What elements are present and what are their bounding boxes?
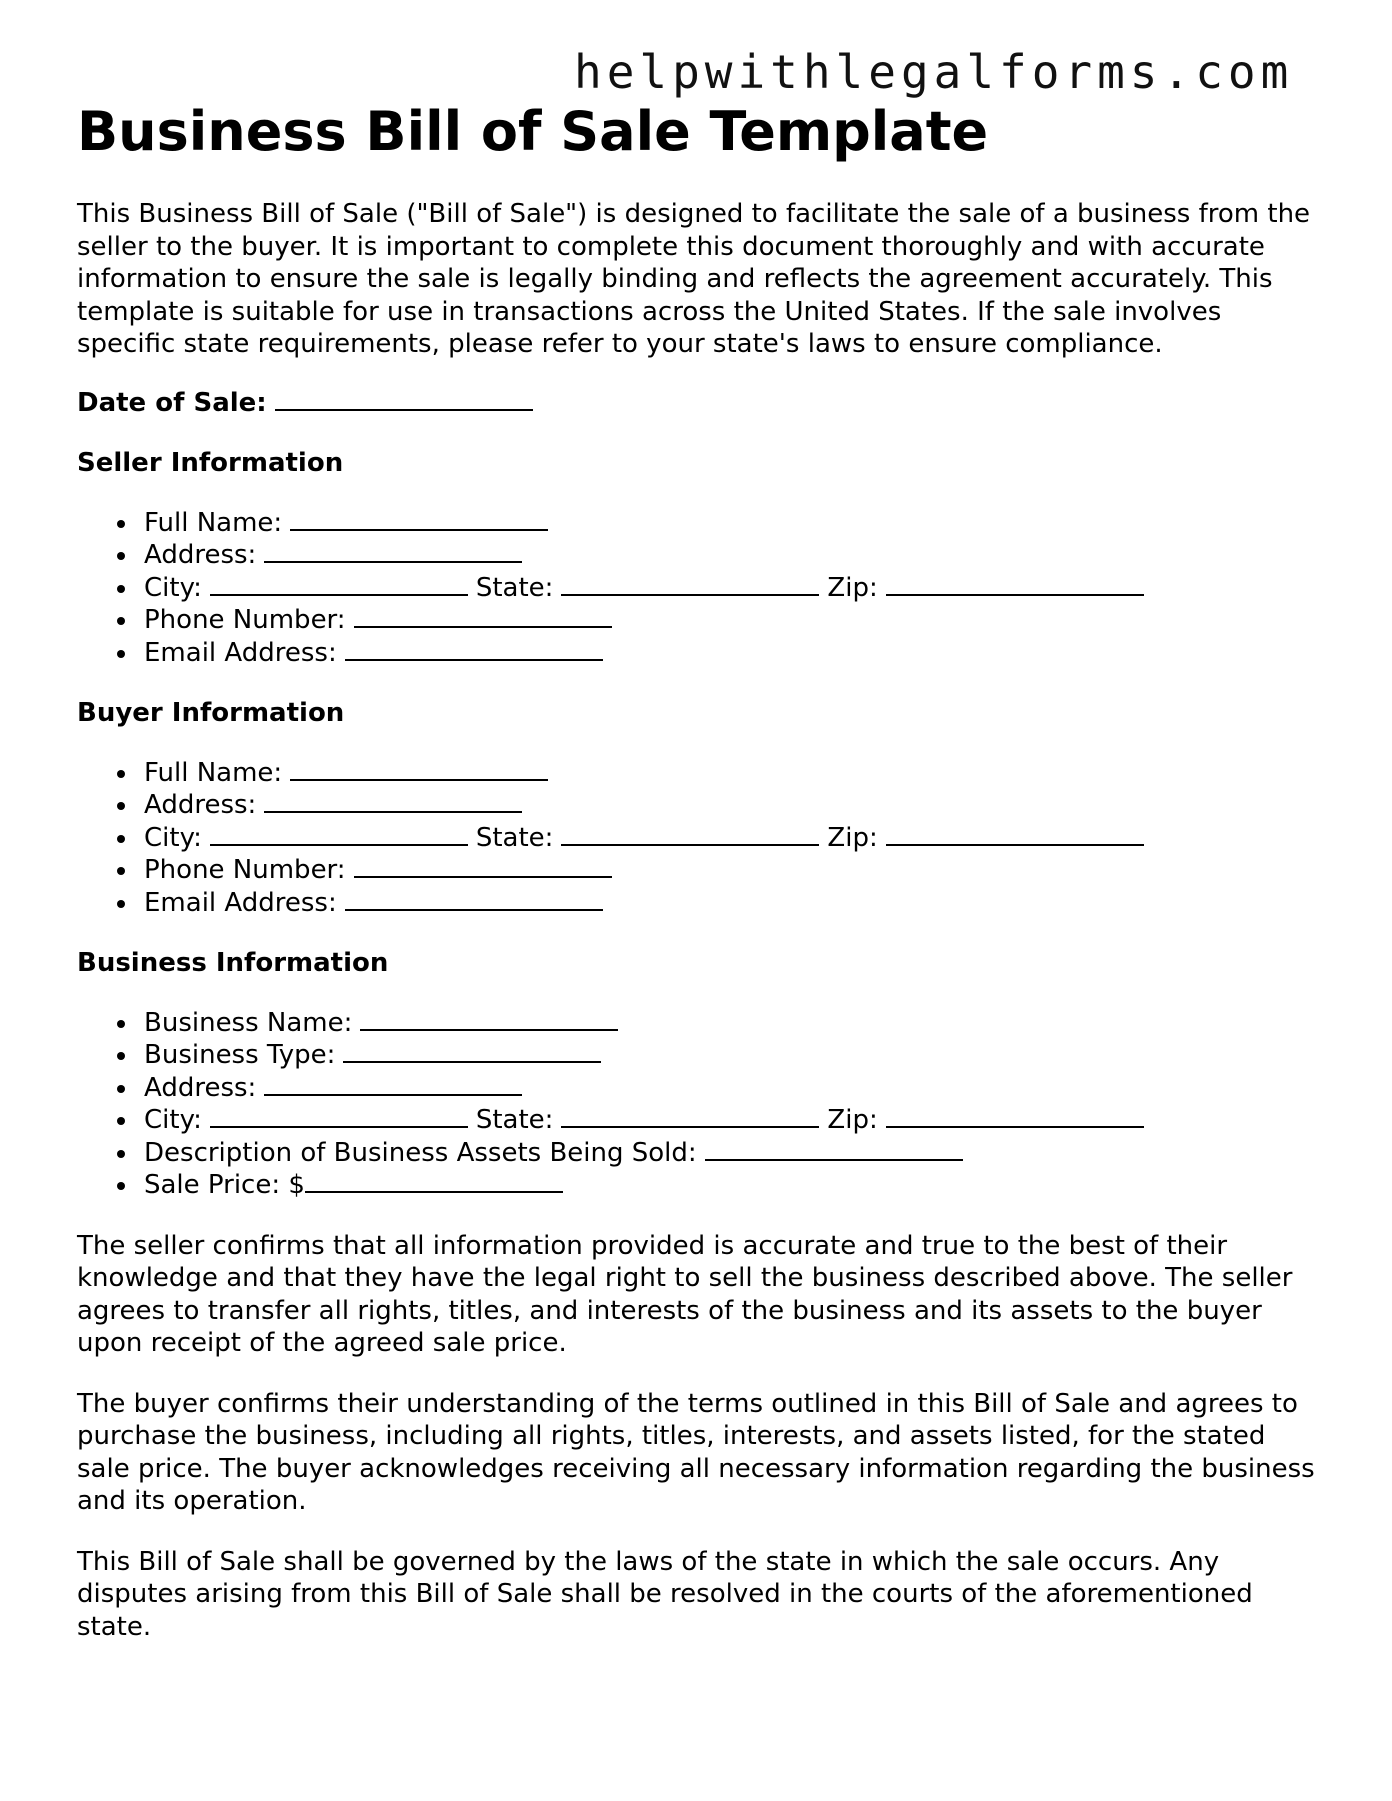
buyer-confirmation-paragraph: The buyer confirms their understanding of the terms outlined in this Bill of Sale and agrees to purchase the business, including all rights, titles, interests, and assets listed, for the stated sale price. The buyer acknowledges receiving all necessary information regarding the business and its operation.	[77, 1388, 1315, 1516]
intro-paragraph: This Business Bill of Sale ("Bill of Sale") is designed to facilitate the sale of a business from the seller to the buyer. It is important to complete this document thoroughly and with accurate information to ensure the sale is legally binding and reflects the agreement accurately. This template is suitable for use in transactions across the United States. If the sale involves specific state requirements, please refer to your state's laws to ensure compliance.	[77, 199, 1311, 359]
seller-address-field[interactable]	[264, 539, 522, 563]
buyer-full-name-label: Full Name:	[144, 757, 283, 788]
business-assets-item	[144, 1137, 1317, 1170]
business-assets-label: Description of Business Assets Being Sold:	[144, 1137, 697, 1168]
seller-address-item	[144, 539, 1317, 572]
buyer-zip-label: Zip:	[827, 822, 878, 853]
date-of-sale-line	[77, 387, 1317, 420]
seller-heading: Seller Information	[77, 448, 344, 478]
seller-phone-field[interactable]	[354, 604, 612, 628]
business-type-field[interactable]	[343, 1039, 601, 1063]
business-address-label: Address:	[144, 1072, 257, 1103]
seller-phone-item	[144, 604, 1317, 637]
buyer-email-label: Email Address:	[144, 887, 337, 918]
business-address-field[interactable]	[264, 1072, 522, 1096]
sale-price-label: Sale Price: $	[144, 1170, 305, 1200]
buyer-state-field[interactable]	[561, 822, 819, 846]
buyer-address-label: Address:	[144, 790, 257, 820]
business-city-field[interactable]	[210, 1104, 468, 1128]
seller-email-field[interactable]	[345, 637, 603, 661]
buyer-email-field[interactable]	[345, 887, 603, 911]
business-assets-field[interactable]	[705, 1137, 963, 1161]
business-state-label: State:	[475, 1105, 554, 1135]
business-heading: Business Information	[77, 948, 389, 978]
seller-confirmation-paragraph: The seller confirms that all information provided is accurate and true to the best of their knowledge and that they have the legal right to sell the business described above. The seller agrees to transfer all rights, titles, and interests of the business and its assets to the buyer upon receipt of the agreed sale price.	[77, 1230, 1293, 1358]
date-of-sale-label: Date of Sale:	[77, 387, 267, 418]
seller-state-label: State:	[475, 572, 554, 603]
business-city-state-zip-item	[144, 1104, 1317, 1137]
sale-price-item	[144, 1169, 1317, 1202]
seller-full-name-label: Full Name:	[144, 507, 283, 538]
seller-full-name-item	[144, 507, 1317, 540]
buyer-zip-field[interactable]	[886, 822, 1144, 846]
seller-zip-field[interactable]	[886, 572, 1144, 596]
business-name-label: Business Name:	[144, 1007, 353, 1038]
buyer-fields-list	[77, 757, 1317, 920]
business-state-field[interactable]	[561, 1104, 819, 1128]
business-name-field[interactable]	[360, 1007, 618, 1031]
buyer-phone-field[interactable]	[354, 854, 612, 878]
business-zip-label: Zip:	[827, 1105, 878, 1135]
business-zip-field[interactable]	[886, 1104, 1144, 1128]
buyer-full-name-item	[144, 757, 1317, 790]
buyer-state-label: State:	[475, 822, 554, 853]
seller-email-label: Email Address:	[144, 637, 337, 668]
buyer-address-field[interactable]	[264, 789, 522, 813]
business-name-item	[144, 1007, 1317, 1040]
seller-city-state-zip-item	[144, 572, 1317, 605]
business-address-item	[144, 1072, 1317, 1105]
seller-zip-label: Zip:	[827, 572, 878, 603]
buyer-phone-item	[144, 854, 1317, 887]
buyer-city-state-zip-item	[144, 822, 1317, 855]
seller-city-label: City:	[144, 572, 202, 603]
buyer-email-item	[144, 887, 1317, 920]
buyer-city-field[interactable]	[210, 822, 468, 846]
page-title: Business Bill of Sale Template	[77, 100, 989, 163]
business-city-label: City:	[144, 1105, 202, 1135]
sale-price-field[interactable]	[305, 1169, 563, 1193]
buyer-heading: Buyer Information	[77, 698, 345, 728]
buyer-address-item	[144, 789, 1317, 822]
document-page	[77, 96, 1317, 1643]
governing-law-paragraph: This Bill of Sale shall be governed by the laws of the state in which the sale occurs. Any disputes arising from this Bill of Sale shall be resolved in the courts of the aforementioned state.	[77, 1546, 1253, 1642]
seller-address-label: Address:	[144, 540, 257, 570]
business-type-label: Business Type:	[144, 1040, 336, 1070]
seller-phone-label: Phone Number:	[144, 605, 346, 635]
site-watermark: helpwithlegalforms.com	[574, 45, 1294, 99]
seller-email-item	[144, 637, 1317, 670]
buyer-city-label: City:	[144, 822, 202, 853]
business-type-item	[144, 1039, 1317, 1072]
buyer-phone-label: Phone Number:	[144, 855, 346, 885]
seller-city-field[interactable]	[210, 572, 468, 596]
seller-fields-list	[77, 507, 1317, 670]
date-of-sale-field[interactable]	[275, 387, 533, 411]
seller-state-field[interactable]	[561, 572, 819, 596]
buyer-full-name-field[interactable]	[290, 757, 548, 781]
seller-full-name-field[interactable]	[290, 507, 548, 531]
business-fields-list	[77, 1007, 1317, 1202]
